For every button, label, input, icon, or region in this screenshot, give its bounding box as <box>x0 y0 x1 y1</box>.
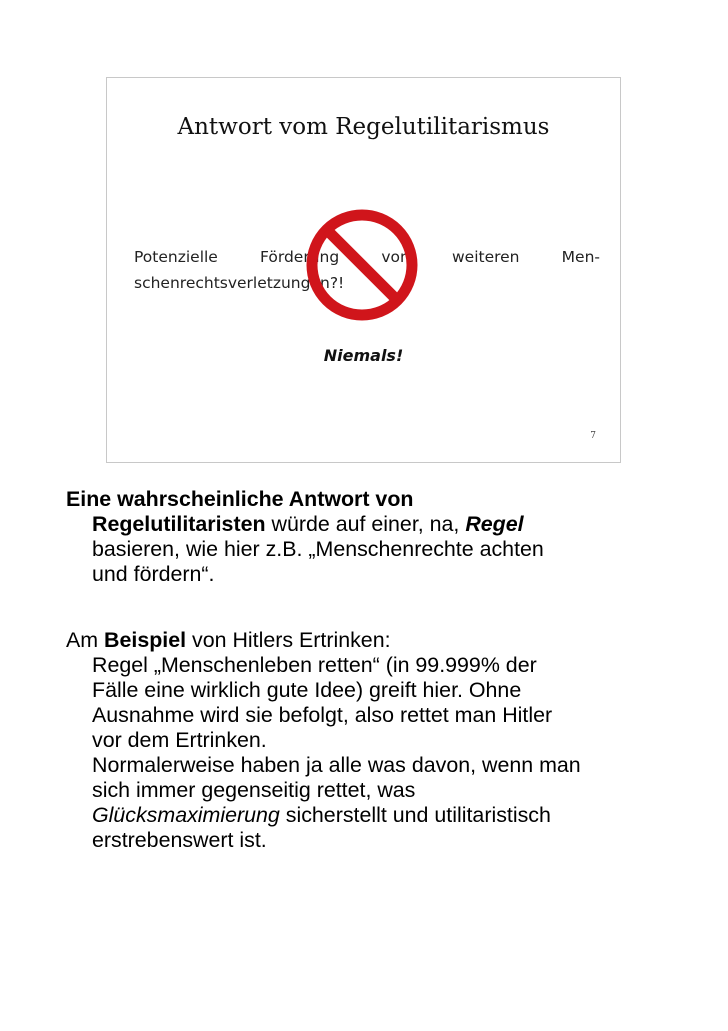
slide-body-word: Potenzielle <box>134 248 218 266</box>
paragraph-text: würde auf einer, na, <box>265 512 466 536</box>
prohibition-slash <box>327 230 397 300</box>
paragraph-text: von Hitlers Ertrinken: <box>186 628 391 652</box>
paragraph-line: und fördern“. <box>92 562 215 586</box>
paragraph-example <box>66 628 686 853</box>
term-beispiel: Beispiel <box>104 628 187 652</box>
prohibition-icon <box>303 206 421 324</box>
paragraph-line: Ausnahme wird sie befolgt, also rettet man Hitler <box>92 703 553 727</box>
paragraph-line: Normalerweise haben ja alle was davon, wenn man <box>92 753 581 777</box>
term-regelutilitaristen: Regelutilitaristen <box>92 512 266 536</box>
paragraph-line: sich immer gegenseitig rettet, was <box>92 778 416 802</box>
slide-frame <box>106 77 621 463</box>
slide-body-word: von <box>381 248 410 266</box>
paragraph-line: Regel „Menschenleben retten“ (in 99.999% der <box>92 653 537 677</box>
paragraph-text: Am <box>66 628 105 652</box>
slide-page-number: 7 <box>590 431 596 441</box>
paragraph-line: vor dem Ertrinken. <box>92 728 267 752</box>
slide-answer: Niemals! <box>323 346 404 365</box>
paragraph-line: Fälle eine wirklich gute Idee) greift hier. Ohne <box>92 678 522 702</box>
paragraph-lead-bold: Eine wahrscheinliche Antwort von <box>66 487 414 511</box>
paragraph-line: erstrebenswert ist. <box>92 828 267 852</box>
slide-body-word: Förderung <box>260 248 340 266</box>
paragraph-text: sicherstellt und utilitaristisch <box>279 803 551 827</box>
slide-title: Antwort vom Regelutilitarismus <box>177 114 550 140</box>
paragraph-line: basieren, wie hier z.B. „Menschenrechte achten <box>92 537 544 561</box>
slide-body-word: weiteren <box>451 248 520 266</box>
term-gluecksmaximierung: Glücksmaximierung <box>92 803 280 827</box>
slide-body-word: Men- <box>561 248 600 266</box>
term-regel: Regel <box>465 512 524 536</box>
slide-body-line-2: schenrechtsverletzungen?! <box>134 274 345 292</box>
paragraph-answer <box>66 487 666 587</box>
